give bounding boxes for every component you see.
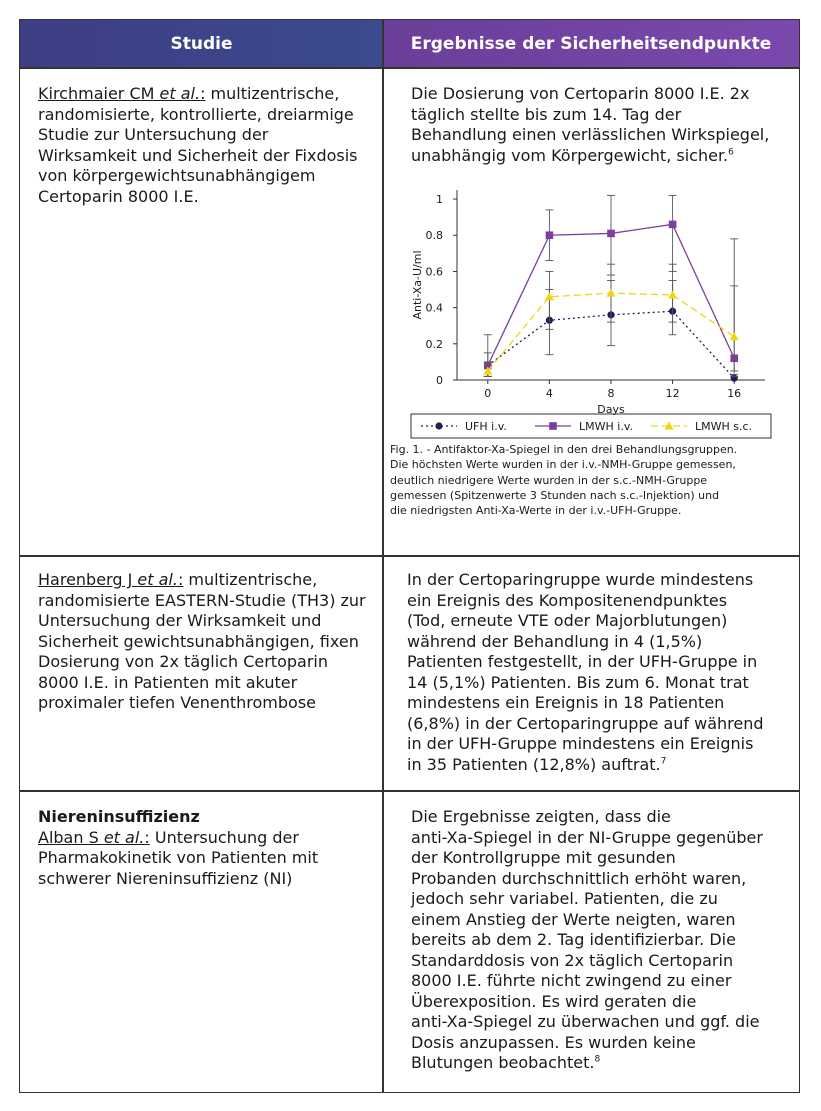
result-line: in der UFH-Gruppe mindestens ein Ereignis [407,734,754,753]
data-point [546,231,554,239]
result-line: Die Dosierung von Certoparin 8000 I.E. 2x [411,84,750,103]
result-line: Blutungen beobachtet. [411,1053,595,1072]
result-line: der Kontrollgruppe mit gesunden [411,848,676,867]
study-section-title: Niereninsuffizienz [38,807,200,826]
result-cell-alban [411,807,796,1074]
y-tick-label: 0.2 [425,337,443,351]
study-line: proximaler tiefen Venenthrombose [38,693,317,712]
study-line: Sicherheit gewichtsunabhängigen, fixen [38,631,359,651]
y-tick-label: 0 [436,374,443,387]
result-line: 8000 I.E. führte nicht zwingend zu einer [411,971,732,990]
caption-line: deutlich niedrigere Werte wurden in der s.c.-NMH-Gruppe [390,473,708,487]
result-line: Probanden durchschnittlich erhöht waren, [411,868,747,888]
caption-line: Die höchsten Werte wurden in der i.v.-NMH-Gruppe gemessen, [390,458,736,472]
study-cell-kirchmaier: Kirchmaier CM et al.: multizentrische, randomisierte, kontrollierte, dreiarmige Studie zur Untersuchung der Wirksamkeit und Sicherheit der Fixdosis von körpergewichtsunabhängigem Certoparin 8000 I.E. [38,84,368,207]
result-line: Die Ergebnisse zeigten, dass die [411,807,671,826]
study-line: Dosierung von 2x täglich Certoparin [38,652,328,671]
x-tick-label: 0 [484,387,492,400]
legend-label: UFH i.v. [465,420,507,433]
chart-legend [411,414,771,438]
result-line: mindestens ein Ereignis in 18 Patienten [407,693,725,712]
result-line: (Tod, erneute VTE oder Majorblutungen) [407,611,728,630]
y-tick-label: 0.6 [425,265,443,279]
result-line: ein Ereignis des Kompositenendpunktes [407,590,728,610]
result-line: anti-Xa-Spiegel zu überwachen und ggf. die [411,1012,760,1031]
result-line: anti-Xa-Spiegel in der NI-Gruppe gegenüber [411,827,763,847]
column-header-results: Ergebnisse der Sicherheitsendpunkte [383,20,799,67]
result-line: In der Certoparingruppe wurde mindestens [407,570,754,589]
caption-line: gemessen (Spitzenwerte 3 Stunden nach s.c.-Injektion) und [390,488,720,502]
result-cell-harenberg [407,570,792,775]
study-cell-harenberg: Harenberg J et al.: multizentrische, randomisierte EASTERN-Studie (TH3) zur Untersuchung der Wirksamkeit und Sicherheit gewichtsunabhängigen, fixen Dosierung von 2x täglich Certoparin 8000 I.E. in Patienten mit akuter proximaler tiefen Venenthrombose [38,570,368,714]
study-author: Harenberg J et al.: [38,570,184,589]
x-tick-label: 16 [727,387,742,400]
study-cell-alban: Niereninsuffizienz Alban S et al.: Untersuchung der Pharmakokinetik von Patienten mit schwerer Niereninsuffizienz (NI) [38,807,368,889]
result-line: unabhängig vom Körpergewicht, sicher. [411,145,729,165]
column-header-study: Studie [20,20,383,67]
chart-axes [411,190,765,416]
study-line: Wirksamkeit und Sicherheit der Fixdosis [38,145,358,165]
result-line: Überexposition. Es wird geraten die [411,991,697,1011]
legend-label: LMWH i.v. [579,420,633,433]
result-line: Behandlung einen verlässlichen Wirkspiegel, [411,125,770,144]
chart-series [483,195,738,381]
study-line: Pharmakokinetik von Patienten mit [38,848,319,867]
data-point [669,221,677,229]
study-line: von körpergewichtsunabhängigem [38,166,316,185]
data-point [607,230,615,238]
x-tick-label: 12 [665,387,680,400]
result-line: bereits ab dem 2. Tag identifizierbar. Die [411,930,736,949]
result-line: (6,8%) in der Certoparingruppe auf während [407,713,764,733]
result-line: während der Behandlung in 4 (1,5%) [407,631,703,651]
x-tick-label: 4 [545,387,553,400]
study-line: randomisierte, kontrollierte, dreiarmige [38,104,354,124]
caption-line: die niedrigsten Anti-Xa-Werte in der i.v.-UFH-Gruppe. [390,504,682,518]
header-divider [20,67,799,69]
caption-line: Fig. 1. - Antifaktor-Xa-Spiegel in den drei Behandlungsgruppen. [390,443,738,456]
result-line: einem Anstieg der Werte neigten, waren [411,909,736,929]
legend-marker [435,422,442,429]
legend-label: LMWH s.c. [695,420,753,433]
result-line: in 35 Patienten (12,8%) auftrat. [407,754,661,774]
result-cell-kirchmaier [411,84,791,166]
study-line: 8000 I.E. in Patienten mit akuter [38,672,298,692]
reference-number: 7 [660,756,667,767]
result-line: jedoch sehr variabel. Patienten, die zu [411,889,718,908]
y-tick-label: 0.4 [425,301,443,315]
study-author: Alban S et al.: [38,827,150,847]
study-line: Untersuchung der Wirksamkeit und [38,611,322,630]
legend-marker [549,422,557,430]
y-tick-label: 1 [436,193,443,207]
study-line: Studie zur Untersuchung der [38,125,269,144]
data-point [607,289,616,297]
series-lmwh-s-c- [483,264,738,376]
y-tick-label: 0.8 [425,229,443,243]
reference-number: 8 [594,1054,601,1065]
result-line: Standarddosis von 2x täglich Certoparin [411,950,734,970]
result-line: Dosis anzupassen. Es wurden keine [411,1032,696,1052]
result-line: 14 (5,1%) Patienten. Bis zum 6. Monat trat [407,672,749,692]
row-divider-1 [20,555,799,557]
reference-number: 6 [728,147,734,158]
study-line: schwerer Niereninsuffizienz (NI) [38,868,293,888]
study-line: randomisierte EASTERN-Studie (TH3) zur [38,590,366,610]
x-tick-label: 8 [607,387,615,400]
x-axis-label: Days [597,403,625,416]
anti-xa-chart [395,180,790,455]
result-line: Patienten festgestellt, in der UFH-Gruppe in [407,652,758,671]
study-author: Kirchmaier CM et al.: [38,84,206,103]
data-point [730,332,739,340]
y-axis-label: Anti-Xa-U/ml [411,250,424,320]
figure-caption [390,442,770,518]
data-point [668,290,677,298]
study-line: Certoparin 8000 I.E. [38,186,199,206]
row-divider-2 [20,790,799,792]
result-line: täglich stellte bis zum 14. Tag der [411,104,682,124]
